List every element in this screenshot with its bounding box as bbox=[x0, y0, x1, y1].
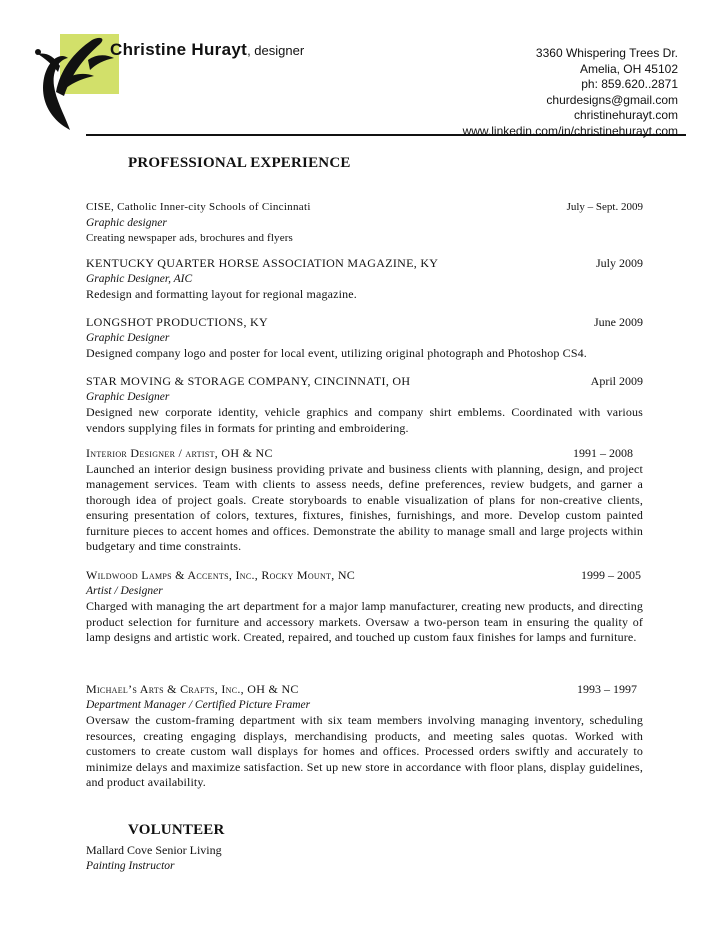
volunteer-entry bbox=[86, 843, 222, 874]
job-entry bbox=[86, 256, 643, 303]
linkedin-link[interactable]: www.linkedin.com/in/christinehurayt.com bbox=[462, 123, 678, 138]
candidate-name: Christine Hurayt bbox=[110, 40, 248, 59]
candidate-role: , designer bbox=[247, 43, 305, 58]
job-description: Charged with managing the art department for a major lamp manufacturer, creating new products, and directing product selection for furniture and accessory markets. Oversaw a two-person team in ensuring the quality of lamp designs and artistic work. Created, repaired, and touched up custom faux finishes for lamps and furniture. bbox=[86, 599, 643, 644]
job-description: Oversaw the custom-framing department with six team members involving managing inventory, scheduling resources, creating engaging displays, merchandising products, and meeting sales quotas. Worked with customers to create custom wall displays for homes and offices. Processed orders swiftly and accurately to minimize delays and maximize satisfaction. Set up new store in accordance with floor plans, display guidelines, and product availability. bbox=[86, 713, 643, 789]
job-title: Department Manager / Certified Picture Framer bbox=[86, 698, 311, 711]
job-title: Graphic Designer bbox=[86, 390, 170, 403]
email-link[interactable]: churdesigns@gmail.com bbox=[546, 92, 678, 107]
header-divider bbox=[86, 134, 686, 136]
job-title: Artist / Designer bbox=[86, 584, 163, 597]
job-description: Designed new corporate identity, vehicle graphics and company shirt emblems. Coordinated with various vendors supplying files in formats for printing and embroidering. bbox=[86, 405, 643, 435]
job-description: Designed company logo and poster for local event, utilizing original photograph and Photoshop CS4. bbox=[86, 346, 587, 360]
job-entry bbox=[86, 446, 643, 555]
job-org: Michael’s Arts & Crafts, Inc., OH & NC bbox=[86, 682, 299, 696]
job-description: Redesign and formatting layout for regional magazine. bbox=[86, 287, 357, 301]
website-link[interactable]: christinehurayt.com bbox=[573, 108, 678, 122]
job-org: Wildwood Lamps & Accents, Inc., Rocky Mount, NC bbox=[86, 568, 356, 582]
job-title: Graphic designer bbox=[86, 216, 167, 229]
phone-line: ph: 859.620..2871 bbox=[581, 77, 678, 91]
job-entry bbox=[86, 374, 643, 436]
volunteer-title: Painting Instructor bbox=[86, 859, 175, 872]
job-date: 1999 – 2005 bbox=[581, 568, 641, 582]
job-title: Graphic Designer, AIC bbox=[86, 272, 193, 285]
logo bbox=[30, 30, 120, 132]
job-entry bbox=[86, 568, 643, 646]
job-date: 1993 – 1997 bbox=[577, 682, 637, 696]
contact-block bbox=[398, 46, 678, 139]
job-org: LONGSHOT PRODUCTIONS, KY bbox=[86, 315, 268, 329]
job-org: STAR MOVING & STORAGE COMPANY, CINCINNATI, OH bbox=[86, 374, 411, 388]
job-date: July 2009 bbox=[595, 256, 643, 270]
job-org: KENTUCKY QUARTER HORSE ASSOCIATION MAGAZINE, KY bbox=[86, 256, 439, 270]
address-line: 3360 Whispering Trees Dr. bbox=[535, 46, 678, 60]
section-title-experience: PROFESSIONAL EXPERIENCE bbox=[128, 155, 351, 171]
job-description: Creating newspaper ads, brochures and flyers bbox=[86, 232, 293, 244]
job-org: Interior Designer / artist, OH & NC bbox=[86, 446, 273, 460]
job-date: 1991 – 2008 bbox=[573, 446, 633, 460]
job-date: June 2009 bbox=[594, 315, 643, 329]
city-line: Amelia, OH 45102 bbox=[579, 61, 678, 76]
job-date: July – Sept. 2009 bbox=[566, 201, 643, 213]
job-entry bbox=[86, 682, 643, 791]
job-description: Launched an interior design business providing private and business clients with planning, design, and project management services. Team with clients to assess needs, define preferences, review budgets, and garner a thorough idea of project goals. Create storyboards to enable visualization of plans for non-creative clients, ensuring presentation of colors, textures, fixtures, finishes, furnishings, and more. Develop custom painted furniture pieces to accent homes and offices. Demonstrate the ability to manage small and large projects within budgetary and time constraints. bbox=[86, 461, 643, 553]
job-date: April 2009 bbox=[590, 374, 643, 388]
job-entry bbox=[86, 200, 643, 247]
job-org: CISE, Catholic Inner-city Schools of Cincinnati bbox=[86, 201, 311, 213]
flourish-icon bbox=[30, 30, 120, 132]
job-entry bbox=[86, 315, 643, 362]
job-title: Graphic Designer bbox=[86, 331, 170, 344]
name-block bbox=[110, 40, 304, 60]
section-title-volunteer: VOLUNTEER bbox=[128, 822, 225, 838]
volunteer-org: Mallard Cove Senior Living bbox=[86, 843, 222, 857]
